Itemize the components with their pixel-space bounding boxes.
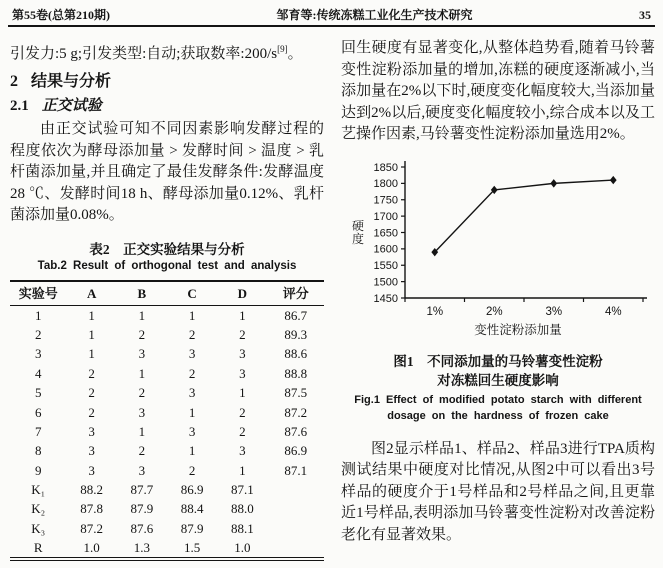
table-cell: 87.8: [80, 501, 103, 517]
table-cell: 87.1: [284, 462, 308, 478]
table-cell: 6: [35, 404, 42, 420]
table-cell: 2: [88, 404, 95, 420]
table-cell: 1: [239, 307, 246, 323]
section-2-title: 结果与分析: [31, 73, 112, 90]
table-cell: 87.1: [230, 482, 254, 498]
table2-title-en: Tab.2 Result of orthogonal test and analysis: [37, 259, 297, 272]
section-2-number: 2: [10, 73, 18, 90]
figure1-caption-zh-line2: 对冻糕回生硬度影响: [437, 372, 559, 388]
table-cell: 3: [239, 443, 246, 459]
table-header-cell: 实验号: [10, 281, 67, 306]
table-row: [10, 499, 324, 518]
table-cell: 1.3: [133, 540, 150, 556]
table-cell: 3: [35, 346, 42, 362]
table-header-cell: C: [167, 281, 217, 306]
table-row: [10, 344, 324, 363]
table-cell: 2: [188, 365, 196, 381]
y-tick-label: 1450: [373, 292, 398, 305]
table-cell: 87.2: [284, 404, 308, 420]
table-cell: 1.5: [183, 540, 201, 556]
table-cell: K₃: [31, 520, 46, 536]
table-header-cell: 评分: [267, 281, 324, 306]
table-cell: 87.2: [80, 520, 103, 536]
table-cell: 7: [35, 423, 42, 439]
figure1-caption-en: [341, 392, 655, 424]
table-cell: 3: [138, 346, 146, 362]
hardness-discussion-paragraph: 回生硬度有显著变化,从整体趋势看,随着马铃薯变性淀粉添加量的增加,冻糕的硬度逐渐减小,当添加量在2%以下时,硬度变化幅度较大,当添加量达到2%以后,硬度变化幅度较小,综合成本以及工艺操作因素,马铃薯变性淀粉添加量选用2%。: [341, 40, 655, 142]
intro-text: 引发力:5 g;引发类型:自动;获取数率:200/s: [10, 46, 278, 62]
orthogonal-results-table: [10, 280, 324, 562]
figure1-caption-en-line2: dosage on the hardness of frozen cake: [387, 409, 609, 422]
table-cell: 2: [188, 327, 196, 343]
table-cell: K₂: [31, 501, 46, 517]
y-tick-label: 1700: [373, 210, 398, 223]
table-cell: 88.4: [180, 501, 204, 517]
table-cell: 2: [138, 443, 146, 459]
table-cell: [267, 480, 324, 499]
table-cell: 1: [239, 385, 246, 401]
y-axis-title-char: 硬: [351, 218, 365, 233]
y-tick-label: 1600: [373, 243, 398, 256]
table-cell: 8: [35, 443, 42, 459]
citation-superscript: [9]: [277, 44, 288, 54]
page-number: 35: [639, 8, 651, 22]
table-row: [10, 364, 324, 383]
table-cell: 86.9: [284, 443, 308, 459]
figure-1: [341, 155, 655, 424]
section-2-1-heading: [10, 94, 324, 115]
volume-issue-label: 第55卷(总第210期): [12, 8, 110, 22]
table-cell: 1: [138, 307, 146, 323]
table-cell: 3: [88, 462, 95, 478]
table-cell: 87.6: [284, 423, 308, 439]
table-cell: 87.9: [180, 520, 204, 536]
tpa-discussion-paragraph: 图2显示样品1、样品2、样品3进行TPA质构测试结果中硬度对比情况,从图2中可以看出3号样品的硬度介于1号样品和2号样品之间,且更靠近1号样品,表明添加马铃薯变性淀粉对改善淀粉老化有显著效果。: [341, 440, 655, 543]
table-cell: 3: [188, 346, 196, 362]
table-row: [10, 461, 324, 480]
table-cell: 3: [239, 346, 246, 362]
table-cell: 2: [239, 404, 246, 420]
page-header: [12, 6, 651, 23]
x-tick-label: 1%: [426, 305, 444, 318]
table-cell: 88.8: [284, 365, 308, 381]
table-cell: [267, 538, 324, 559]
orthogonal-table-body: [10, 305, 324, 559]
y-axis-title-char: 度: [351, 231, 365, 246]
table-cell: 88.2: [80, 482, 103, 498]
table-cell: 2: [239, 423, 246, 439]
table-cell: 1: [138, 365, 146, 381]
table-cell: [267, 519, 324, 538]
table-row: [10, 402, 324, 421]
running-title: 邹育等:传统冻糕工业化生产技术研究: [276, 8, 473, 22]
table-cell: 3: [188, 423, 196, 439]
data-point-marker: [550, 179, 557, 187]
table-cell: 1: [239, 462, 246, 478]
figure1-caption-zh: [341, 352, 655, 390]
y-tick-label: 1500: [373, 275, 398, 288]
table-row: [10, 538, 324, 559]
table-cell: 87.7: [130, 482, 154, 498]
table-cell: 2: [35, 327, 42, 343]
left-column: [10, 38, 324, 561]
table-cell: 2: [88, 365, 95, 381]
y-tick-label: 1550: [373, 259, 398, 272]
table-cell: 88.6: [284, 346, 308, 362]
table-header-row: [10, 281, 324, 306]
orthogonal-test-paragraph: 由正交试验可知不同因素影响发酵过程的程度依次为酵母添加量 > 发酵时间 > 温度 > 乳杆菌添加量,并且确定了最佳发酵条件:发酵温度28 ℃、发酵时间18 h、酵母添加量0.12%、乳杆菌添加量0.08%。: [10, 121, 324, 223]
table-cell: 3: [88, 423, 95, 439]
x-tick-label: 2%: [485, 305, 503, 318]
right-column: [341, 38, 655, 546]
table-row: [10, 325, 324, 344]
table-row: [10, 441, 324, 460]
table-cell: [267, 499, 324, 518]
table-cell: 89.3: [284, 327, 308, 343]
table-cell: 87.6: [130, 520, 154, 536]
table-cell: 86.7: [284, 307, 308, 323]
table-cell: 3: [138, 462, 146, 478]
table-cell: 2: [88, 385, 95, 401]
table-cell: 88.0: [230, 501, 254, 517]
y-tick-label: 1650: [373, 226, 398, 239]
table-cell: 1.0: [234, 540, 251, 556]
table-cell: 2: [188, 462, 196, 478]
data-line: [435, 180, 614, 252]
table-cell: 3: [88, 443, 95, 459]
table-cell: 1: [188, 443, 196, 459]
table-cell: 2: [239, 327, 246, 343]
table-cell: 1: [88, 307, 95, 323]
section-2-heading: [10, 68, 324, 91]
data-point-marker: [610, 175, 617, 183]
table-row: [10, 519, 324, 538]
section-2-1-number: 2.1: [10, 98, 29, 114]
header-rule: [8, 25, 655, 27]
table-header-cell: D: [217, 281, 267, 306]
table-cell: 1: [188, 307, 196, 323]
table-cell: 1: [35, 307, 42, 323]
figure1-caption-zh-line1: 图1 不同添加量的马铃薯变性淀粉: [393, 353, 603, 369]
table-header-cell: A: [67, 281, 117, 306]
table-cell: 1: [138, 423, 146, 439]
table-cell: 87.5: [284, 385, 308, 401]
section-2-1-title: 正交试验: [41, 98, 102, 114]
table-cell: R: [33, 540, 43, 556]
intro-line: [10, 38, 324, 65]
y-tick-label: 1800: [373, 177, 398, 190]
table-cell: 5: [35, 385, 42, 401]
table-cell: 1: [88, 327, 95, 343]
table-row: [10, 422, 324, 441]
figure1-caption-en-line1: Fig.1 Effect of modified potato starch with different: [354, 393, 642, 406]
table-row: [10, 383, 324, 402]
table-cell: 88.1: [230, 520, 254, 536]
y-tick-label: 1850: [373, 161, 398, 174]
y-tick-label: 1750: [373, 194, 398, 207]
chart-x-axis-title: 变性淀粉添加量: [474, 322, 562, 337]
table-cell: 2: [138, 385, 146, 401]
table-row: [10, 480, 324, 499]
x-tick-label: 4%: [604, 305, 622, 318]
table-cell: 1: [188, 404, 196, 420]
x-tick-label: 3%: [545, 305, 563, 318]
figure1-line-chart: [347, 155, 651, 319]
table-row: [10, 305, 324, 325]
table-cell: 86.9: [180, 482, 204, 498]
table-cell: 1.0: [83, 540, 100, 556]
table2-title-zh: 表2 正交实验结果与分析: [89, 241, 245, 257]
table-header-cell: B: [117, 281, 167, 306]
table-cell: 9: [35, 462, 42, 478]
table-cell: 3: [239, 365, 246, 381]
table-cell: 2: [138, 327, 146, 343]
table-cell: 3: [138, 404, 146, 420]
table-cell: 3: [188, 385, 196, 401]
intro-period: 。: [287, 46, 303, 62]
table-cell: 4: [35, 365, 42, 381]
table-cell: 1: [88, 346, 95, 362]
table-cell: 87.9: [130, 501, 154, 517]
table-cell: K₁: [31, 482, 46, 498]
